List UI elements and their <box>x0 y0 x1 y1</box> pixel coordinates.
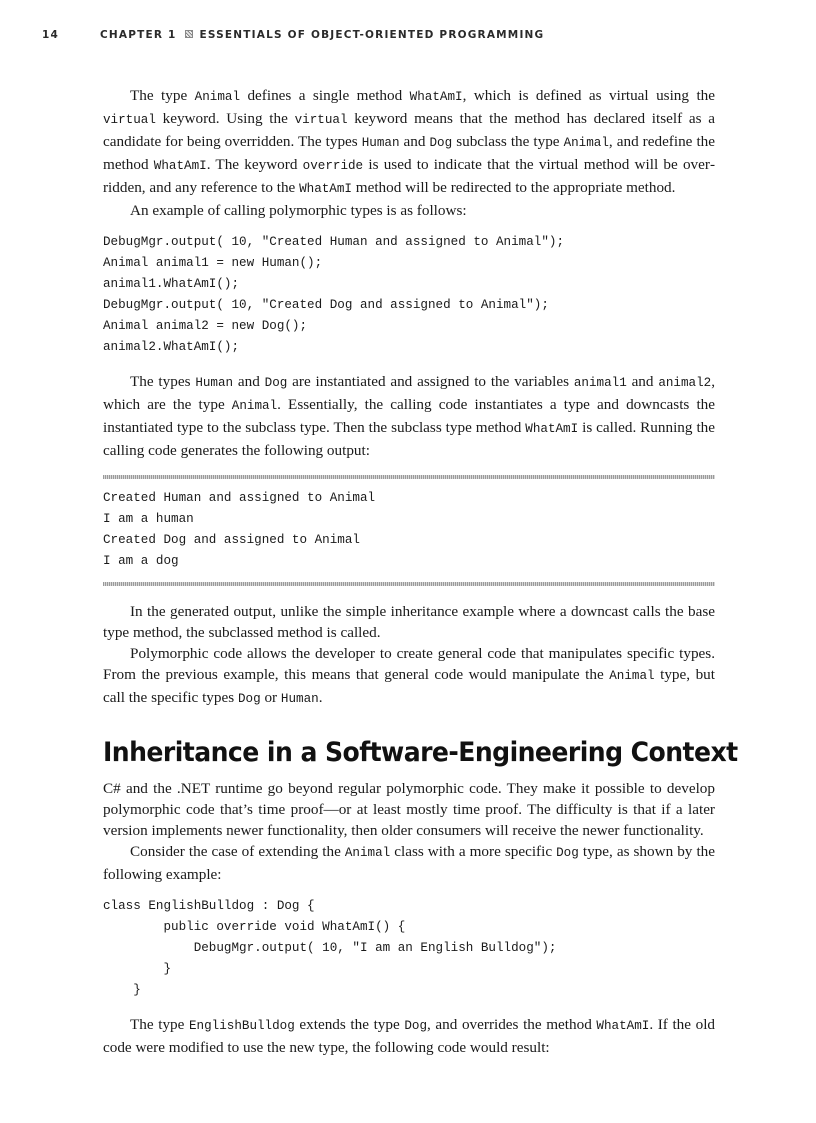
paragraph: C# and the .NET runtime go beyond regular polymorphic code. They make it possible to develop polymorphic code that’s time proof—or at least mostly time proof. The difficulty is that if a later version implements newer functionality, then older consumers will receive the newer functionality. <box>103 780 715 839</box>
paragraph: An example of calling polymorphic types is as follows: <box>130 202 467 219</box>
separator-square-icon <box>185 30 193 38</box>
paragraph: The type EnglishBulldog extends the type Dog, and overrides the method WhatAmI. If the old code were modified to use the new type, the following code would result: <box>103 1016 716 1056</box>
chapter-title: ESSENTIALS OF OBJECT-ORIENTED PROGRAMMING <box>199 29 545 41</box>
output-block: Created Human and assigned to Animal I am a human Created Dog and assigned to Animal I am a dog <box>103 491 376 568</box>
body-text <box>103 85 738 1058</box>
paragraph: Consider the case of extending the Animal class with a more specific Dog type, as shown by the following example: <box>103 843 715 883</box>
chapter-label: CHAPTER 1 <box>100 29 177 41</box>
running-header <box>42 29 544 41</box>
code-block: class EnglishBulldog : Dog { public override void WhatAmI() { DebugMgr.output( 10, "I am an English Bulldog"); } } <box>103 899 557 997</box>
paragraph: In the generated output, unlike the simple inheritance example where a downcast calls the base type method, the subclassed method is called. <box>103 603 715 641</box>
paragraph: The types Human and Dog are instantiated and assigned to the variables animal1 and animal2, which are the type Animal. Essentially, the calling code instantiates a type and downcasts the instantiated type to the subclass type. Then the subclass type method WhatAmI is called. Running the calling code generates the following output: <box>103 373 716 459</box>
code-block: DebugMgr.output( 10, "Created Human and assigned to Animal"); Animal animal1 = new Human(); animal1.WhatAmI(); DebugMgr.output( 10, "Created Dog and assigned to Animal"); Animal animal2 = new Dog(); animal2.WhatAmI(); <box>103 235 565 354</box>
section-heading: Inheritance in a Software-Engineering Context <box>103 737 738 768</box>
paragraph: The type Animal defines a single method WhatAmI, which is defined as virtual using the virtual keyword. Using the virtual keyword means that the method has declared itself as a candidate for being overridden. The types Human and Dog subclass the type Animal, and redefine the method WhatAmI. The keyword override is used to indicate that the virtual method will be overridden, and any reference to the WhatAmI method will be redirected to the appropriate method. <box>103 87 716 196</box>
page-number: 14 <box>42 29 60 41</box>
paragraph: Polymorphic code allows the developer to create general code that manipulates specific types. From the previous example, this means that general code would manipulate the Animal type, but call the specific types Dog or Human. <box>103 645 715 706</box>
